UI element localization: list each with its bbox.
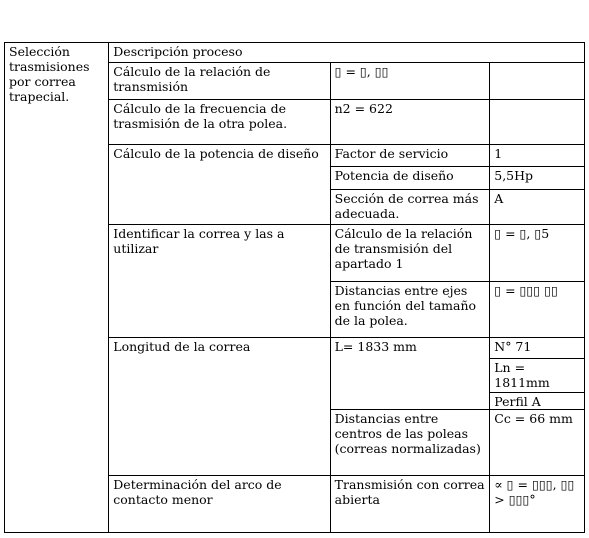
belt-profile: Perfil A [490,393,585,410]
step-ratio-extra [490,63,585,100]
axis-distance-value: ▯ = ▯▯▯ ▯▯ [490,282,585,338]
center-distance-value: Cc = 66 mm [490,410,585,476]
step-ratio-value: ▯ = ▯, ▯▯ [330,63,490,100]
belt-section-value: A [490,190,585,225]
step-identify-label: Identificar la correa y las a utilizar [109,225,330,338]
step-ratio-label: Cálculo de la relación de transmisión [109,63,330,100]
design-power-value: 5,5Hp [490,167,585,190]
belt-number: N° 71 [490,338,585,359]
step-power-label: Cálculo de la potencia de diseño [109,145,330,225]
design-power-label: Potencia de diseño [330,167,490,190]
center-distance-label: Distancias entre centros de las poleas (correas normalizadas) [330,410,490,476]
axis-distance-label: Distancias entre ejes en función del tamaño de la polea. [330,282,490,338]
contact-arc-value: ∝ ▯ = ▯▯▯, ▯▯ > ▯▯▯° [490,476,585,533]
topic-cell: Selección trasmisiones por correa trapecial. [5,43,109,533]
step-frequency-label: Cálculo de la frecuencia de trasmisión de la otra polea. [109,100,330,145]
step-arc-label: Determinación del arco de contacto menor [109,476,330,533]
ratio-recalc-label: Cálculo de la relación de transmisión del apartado 1 [330,225,490,282]
service-factor-value: 1 [490,145,585,167]
belt-section-label: Sección de correa más adecuada. [330,190,490,225]
ratio-recalc-value: ▯ = ▯, ▯5 [490,225,585,282]
step-length-label: Longitud de la correa [109,338,330,476]
step-frequency-extra [490,100,585,145]
header-cell: Descripción proceso [109,43,585,63]
process-table [4,42,585,533]
normalized-length: Ln = 1811mm [490,359,585,393]
length-value: L= 1833 mm [330,338,490,410]
open-belt-label: Transmisión con correa abierta [330,476,490,533]
service-factor-label: Factor de servicio [330,145,490,167]
step-frequency-value: n2 = 622 [330,100,490,145]
